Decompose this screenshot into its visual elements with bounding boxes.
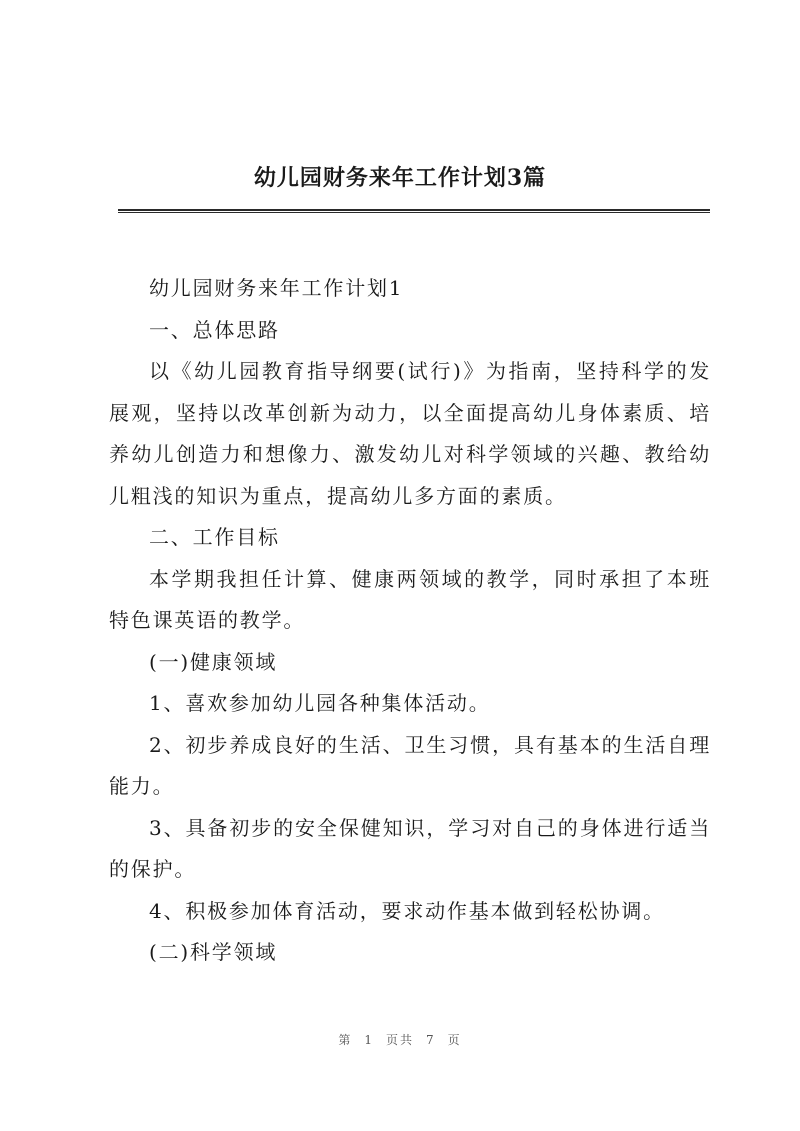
list-item: 4、积极参加体育活动，要求动作基本做到轻松协调。 [149,898,665,923]
subsection-heading: (一)健康领域 [149,649,278,674]
title-divider [118,209,710,213]
list-item: 2、初步养成良好的生活、卫生习惯，具有基本的生活自理能力。 [109,732,711,798]
subsection-heading: (二)科学领域 [149,940,278,964]
subsection-heading: 一、总体思路 [149,317,280,342]
footer-suffix: 页 [447,1033,462,1047]
body-paragraph: 以《幼儿园教育指导纲要(试行)》为指南，坚持科学的发展观，坚持以改革创新为动力，以全面提高幼儿身体素质、培养幼儿创造力和想像力、激发幼儿对科学领域的兴趣、教给幼儿粗浅的知识为重点，提高幼儿多方面的素质。 [109,359,711,508]
page-footer [0,1031,800,1048]
list-item: 1、喜欢参加幼儿园各种集体活动。 [149,691,491,715]
subsection-heading: 二、工作目标 [149,525,280,549]
page-total: 7 [426,1033,436,1047]
section-heading: 幼儿园财务来年工作计划1 [149,276,404,300]
body-paragraph: 本学期我担任计算、健康两领域的教学，同时承担了本班特色课英语的教学。 [109,566,711,632]
list-item: 3、具备初步的安全保健知识，学习对自己的身体进行适当的保护。 [109,815,711,881]
footer-middle: 页共 [385,1033,414,1047]
page-number: 1 [364,1033,374,1047]
document-title: 幼儿园财务来年工作计划3篇 [253,165,547,191]
footer-prefix: 第 [338,1033,353,1047]
document-body [109,268,711,974]
